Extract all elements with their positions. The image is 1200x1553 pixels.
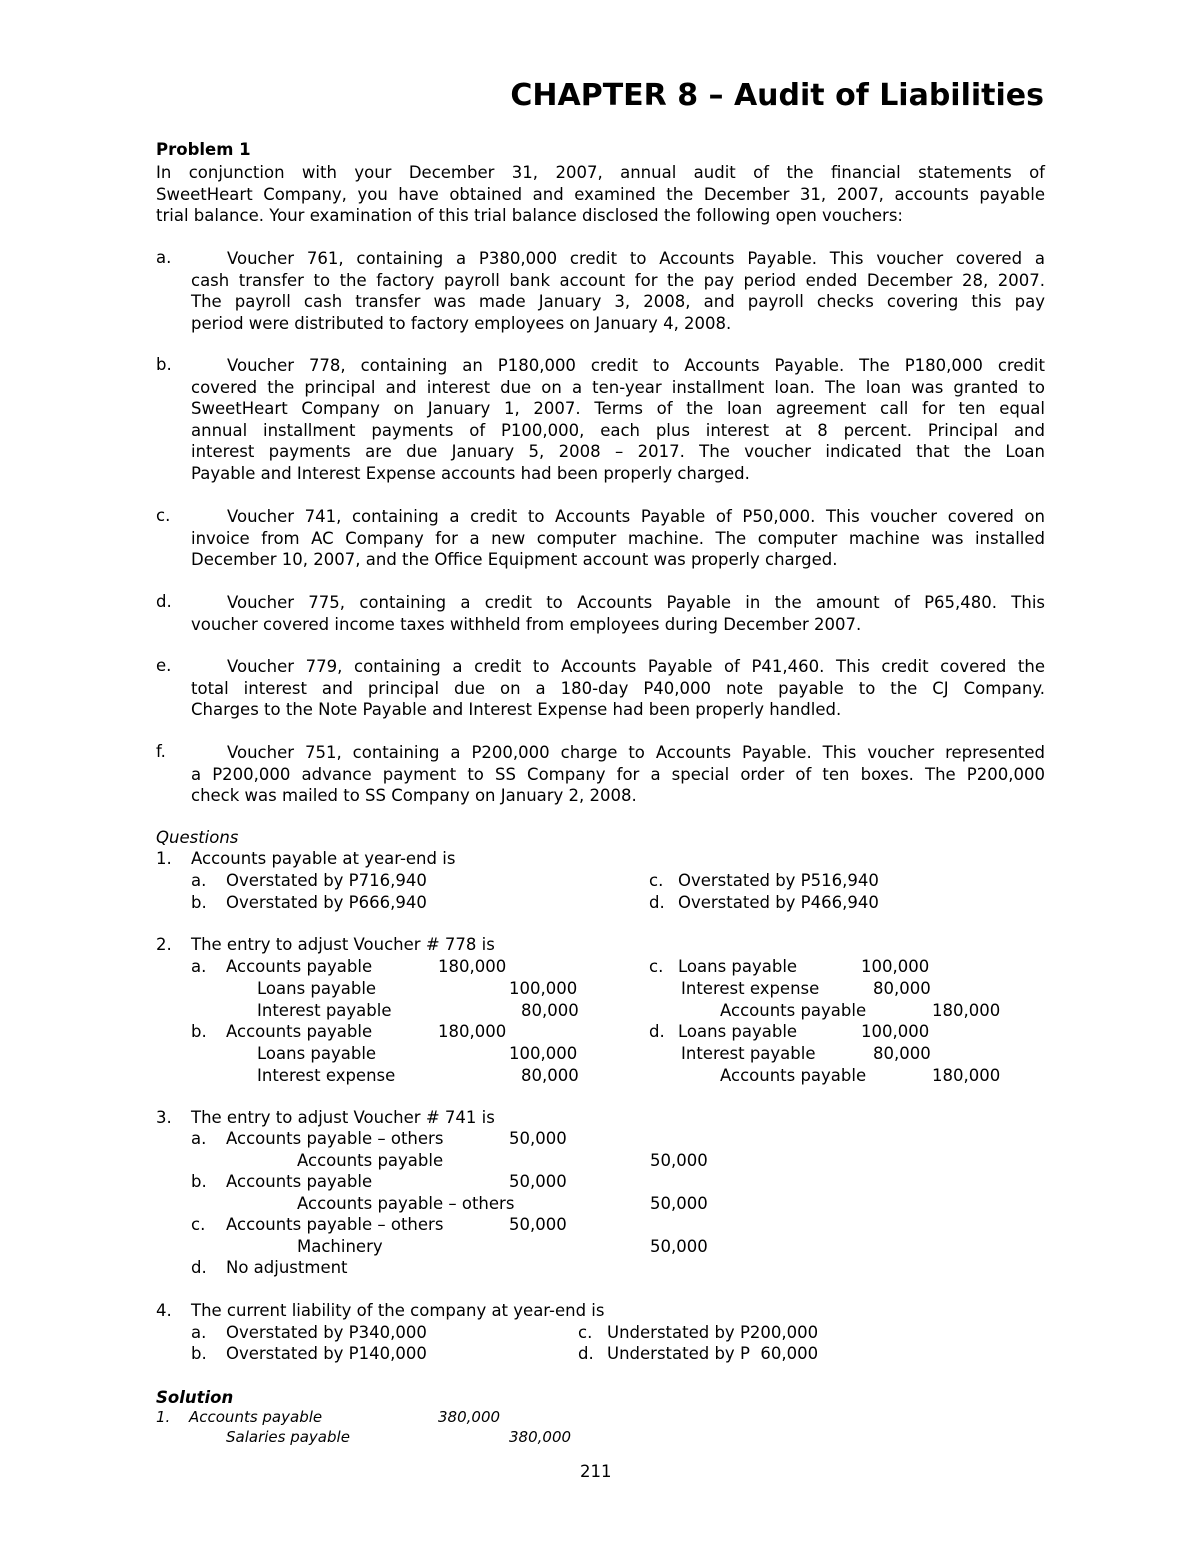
item-line: period were distributed to factory employees on January 4, 2008. <box>191 313 732 333</box>
item-line: Voucher 779, containing a credit to Accounts Payable of P41,460. This credit covered the <box>227 657 1045 676</box>
entry-account: Loans payable <box>678 1022 798 1041</box>
entry-amount: 50,000 <box>509 1129 567 1148</box>
voucher-item <box>191 742 1045 807</box>
question-text: The entry to adjust Voucher # 778 is <box>191 935 495 954</box>
voucher-item <box>191 656 1045 721</box>
item-line: Voucher 775, containing a credit to Accounts Payable in the amount of P65,480. This <box>227 593 1045 612</box>
entry-account: Loans payable <box>257 1044 377 1063</box>
entry-amount: 50,000 <box>509 1172 567 1191</box>
choice-text: Overstated by P716,940 <box>226 871 427 890</box>
entry-account: Accounts payable <box>226 1172 373 1191</box>
question-text: Accounts payable at year-end is <box>191 849 456 868</box>
entry-amount: 50,000 <box>509 1215 567 1234</box>
item-line: cash transfer to the factory payroll bank account for the pay period ended December 28, 2007. <box>191 270 1045 290</box>
page-title: CHAPTER 8 – Audit of Liabilities <box>510 78 1044 113</box>
item-line: interest payments are due January 5, 2008 – 2017. The voucher indicated that the Loan <box>191 442 1045 461</box>
entry-amount: 180,000 <box>438 957 507 976</box>
solution-heading: Solution <box>156 1388 234 1407</box>
entry-amount: 180,000 <box>932 1066 1001 1085</box>
item-line: Voucher 751, containing a P200,000 charge to Accounts Payable. This voucher represented <box>227 743 1045 762</box>
solution-credit-account: Salaries payable <box>226 1428 350 1446</box>
choice-text: Overstated by P340,000 <box>226 1323 427 1342</box>
choice-text: Overstated by P516,940 <box>678 871 879 890</box>
item-line: Voucher 741, containing a credit to Accounts Payable of P50,000. This voucher covered on <box>227 507 1045 526</box>
entry-amount: 180,000 <box>932 1001 1001 1020</box>
entry-account: Interest payable <box>681 1044 816 1063</box>
entry-amount: 50,000 <box>650 1194 708 1213</box>
choice-letter: c. <box>191 1215 206 1234</box>
choice-text: Overstated by P466,940 <box>678 893 879 912</box>
item-letter: a. <box>156 248 172 267</box>
entry-amount: 80,000 <box>873 1044 931 1063</box>
intro-line: In conjunction with your December 31, 2007, annual audit of the financial statements of <box>156 163 1045 182</box>
entry-amount: 80,000 <box>521 1066 579 1085</box>
choice-letter: d. <box>191 1258 207 1277</box>
entry-amount: 80,000 <box>873 979 931 998</box>
choice-text: No adjustment <box>226 1258 348 1277</box>
item-line: December 10, 2007, and the Office Equipment account was properly charged. <box>191 550 838 569</box>
item-line: total interest and principal due on a 180-day P40,000 note payable to the CJ Company. <box>191 678 1045 698</box>
choice-text: Understated by P 60,000 <box>607 1344 819 1363</box>
item-letter: f. <box>156 742 166 761</box>
entry-account: Interest expense <box>681 979 820 998</box>
choice-letter: a. <box>191 1323 207 1342</box>
entry-amount: 50,000 <box>650 1237 708 1256</box>
question-number: 4. <box>156 1301 172 1320</box>
choice-letter: b. <box>191 1022 207 1041</box>
item-line: The payroll cash transfer was made January 3, 2008, and payroll checks covering this pay <box>191 292 1045 311</box>
entry-account: Loans payable <box>678 957 798 976</box>
choice-letter: c. <box>649 871 664 890</box>
item-line: annual installment payments of P100,000, each plus interest at 8 percent. Principal and <box>191 420 1045 440</box>
voucher-item <box>191 592 1045 635</box>
item-line: Charges to the Note Payable and Interest Expense had been properly handled. <box>191 700 842 719</box>
item-line: covered the principal and interest due on a ten-year installment loan. The loan was granted to <box>191 377 1045 397</box>
solution-credit-amount: 380,000 <box>509 1428 572 1446</box>
entry-account: Machinery <box>297 1237 383 1256</box>
choice-letter: c. <box>649 957 664 976</box>
choice-text: Overstated by P140,000 <box>226 1344 427 1363</box>
voucher-item <box>191 355 1045 484</box>
entry-amount: 80,000 <box>521 1001 579 1020</box>
choice-letter: c. <box>578 1323 593 1342</box>
entry-account: Accounts payable – others <box>297 1194 515 1213</box>
intro-paragraph <box>156 162 1045 227</box>
choice-text: Understated by P200,000 <box>607 1323 819 1342</box>
choice-letter: a. <box>191 871 207 890</box>
entry-account: Accounts payable – others <box>226 1215 444 1234</box>
item-letter: e. <box>156 656 172 675</box>
item-line: Voucher 761, containing a P380,000 credit to Accounts Payable. This voucher covered a <box>227 249 1045 268</box>
entry-amount: 100,000 <box>509 979 578 998</box>
item-line: SweetHeart Company on January 1, 2007. Terms of the loan agreement call for ten equal <box>191 399 1045 418</box>
item-letter: b. <box>156 355 172 374</box>
entry-account: Accounts payable <box>297 1151 444 1170</box>
voucher-item <box>191 506 1045 571</box>
choice-text: Overstated by P666,940 <box>226 893 427 912</box>
item-line: Payable and Interest Expense accounts had been properly charged. <box>191 463 750 483</box>
question-number: 2. <box>156 935 172 954</box>
question-text: The current liability of the company at year-end is <box>191 1301 605 1320</box>
choice-letter: d. <box>578 1344 594 1363</box>
choice-letter: a. <box>191 957 207 976</box>
item-line: a P200,000 advance payment to SS Company for a special order of ten boxes. The P200,000 <box>191 764 1045 784</box>
choice-letter: d. <box>649 1022 665 1041</box>
page-number: 211 <box>580 1462 612 1481</box>
item-letter: c. <box>156 506 171 525</box>
entry-account: Accounts payable <box>720 1001 867 1020</box>
entry-amount: 180,000 <box>438 1022 507 1041</box>
choice-letter: b. <box>191 893 207 912</box>
voucher-item <box>191 248 1045 334</box>
entry-account: Accounts payable <box>720 1066 867 1085</box>
problem-heading: Problem 1 <box>156 140 251 159</box>
question-text: The entry to adjust Voucher # 741 is <box>191 1108 495 1127</box>
entry-amount: 100,000 <box>861 1022 930 1041</box>
choice-letter: d. <box>649 893 665 912</box>
item-line: voucher covered income taxes withheld from employees during December 2007. <box>191 614 862 634</box>
entry-account: Loans payable <box>257 979 377 998</box>
choice-letter: b. <box>191 1344 207 1363</box>
item-line: check was mailed to SS Company on January 2, 2008. <box>191 786 637 805</box>
choice-letter: a. <box>191 1129 207 1148</box>
entry-account: Interest payable <box>257 1001 392 1020</box>
solution-number: 1. <box>156 1408 171 1426</box>
entry-account: Accounts payable <box>226 957 373 976</box>
choice-letter: b. <box>191 1172 207 1191</box>
entry-amount: 50,000 <box>650 1151 708 1170</box>
solution-debit-amount: 380,000 <box>438 1408 501 1426</box>
item-letter: d. <box>156 592 172 611</box>
item-line: invoice from AC Company for a new computer machine. The computer machine was installed <box>191 528 1045 548</box>
intro-line: SweetHeart Company, you have obtained and examined the December 31, 2007, accounts payable <box>156 184 1045 204</box>
solution-debit-account: Accounts payable <box>189 1408 323 1426</box>
question-number: 1. <box>156 849 172 868</box>
entry-amount: 100,000 <box>861 957 930 976</box>
questions-heading: Questions <box>156 828 239 847</box>
entry-account: Interest expense <box>257 1066 396 1085</box>
entry-amount: 100,000 <box>509 1044 578 1063</box>
question-number: 3. <box>156 1108 172 1127</box>
intro-line: trial balance. Your examination of this trial balance disclosed the following open vouchers: <box>156 206 903 225</box>
entry-account: Accounts payable <box>226 1022 373 1041</box>
entry-account: Accounts payable – others <box>226 1129 444 1148</box>
item-line: Voucher 778, containing an P180,000 credit to Accounts Payable. The P180,000 credit <box>227 356 1045 375</box>
